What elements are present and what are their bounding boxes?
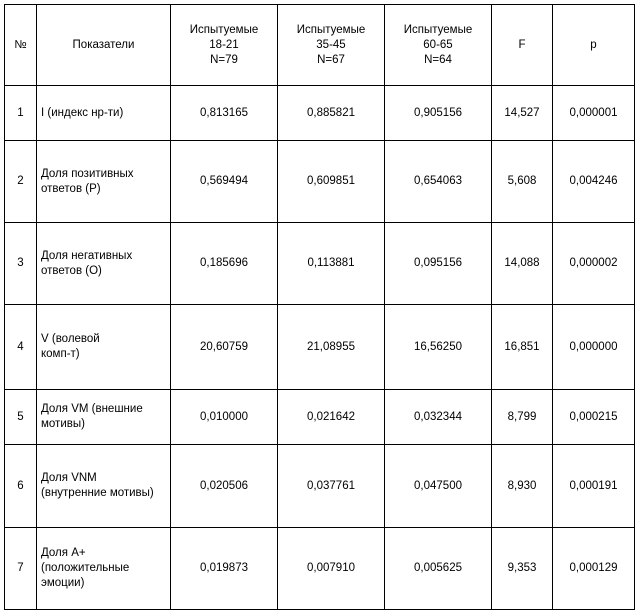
cell-p: 0,004246 [553, 141, 635, 223]
row-indicator: Доля позитивных ответов (Р) [37, 141, 171, 223]
cell-g1: 20,60759 [171, 305, 278, 390]
header-row [5, 5, 635, 86]
cell-g1: 0,569494 [171, 141, 278, 223]
table-row [5, 445, 635, 528]
row-indicator: Доля негативных ответов (О) [37, 223, 171, 305]
row-num: 1 [5, 86, 37, 141]
table-row [5, 305, 635, 390]
header-num: № [5, 5, 37, 86]
header-group-60-65: Испытуемые 60-65 N=64 [385, 5, 492, 86]
row-num: 7 [5, 528, 37, 610]
cell-g2: 0,021642 [278, 390, 385, 445]
cell-p: 0,000215 [553, 390, 635, 445]
cell-g1: 0,010000 [171, 390, 278, 445]
row-num: 6 [5, 445, 37, 528]
cell-p: 0,000001 [553, 86, 635, 141]
cell-g3: 0,654063 [385, 141, 492, 223]
row-indicator: Доля А+ (положительные эмоции) [37, 528, 171, 610]
header-group-35-45: Испытуемые 35-45 N=67 [278, 5, 385, 86]
cell-g1: 0,185696 [171, 223, 278, 305]
header-f: F [492, 5, 553, 86]
row-indicator: I (индекс нр-ти) [37, 86, 171, 141]
cell-f: 16,851 [492, 305, 553, 390]
row-num: 4 [5, 305, 37, 390]
header-indicator: Показатели [37, 5, 171, 86]
row-indicator: Доля VM (внешние мотивы) [37, 390, 171, 445]
cell-g1: 0,019873 [171, 528, 278, 610]
cell-f: 5,608 [492, 141, 553, 223]
cell-f: 14,527 [492, 86, 553, 141]
header-p: p [553, 5, 635, 86]
table-row [5, 141, 635, 223]
cell-g1: 0,020506 [171, 445, 278, 528]
cell-g1: 0,813165 [171, 86, 278, 141]
cell-g2: 0,113881 [278, 223, 385, 305]
results-table [4, 4, 635, 610]
cell-p: 0,000129 [553, 528, 635, 610]
table-row [5, 390, 635, 445]
cell-g2: 0,885821 [278, 86, 385, 141]
cell-g2: 0,037761 [278, 445, 385, 528]
cell-p: 0,000191 [553, 445, 635, 528]
cell-g2: 0,609851 [278, 141, 385, 223]
row-num: 3 [5, 223, 37, 305]
cell-g3: 0,905156 [385, 86, 492, 141]
cell-f: 8,930 [492, 445, 553, 528]
cell-g2: 21,08955 [278, 305, 385, 390]
cell-g3: 0,005625 [385, 528, 492, 610]
cell-p: 0,000000 [553, 305, 635, 390]
row-indicator: V (волевой комп-т) [37, 305, 171, 390]
cell-f: 9,353 [492, 528, 553, 610]
table-row [5, 223, 635, 305]
cell-p: 0,000002 [553, 223, 635, 305]
cell-g2: 0,007910 [278, 528, 385, 610]
cell-g3: 0,095156 [385, 223, 492, 305]
row-num: 5 [5, 390, 37, 445]
table-row [5, 86, 635, 141]
header-group-18-21: Испытуемые 18-21 N=79 [171, 5, 278, 86]
table-row [5, 528, 635, 610]
cell-g3: 0,032344 [385, 390, 492, 445]
cell-f: 8,799 [492, 390, 553, 445]
cell-f: 14,088 [492, 223, 553, 305]
row-indicator: Доля VNM (внутренние мотивы) [37, 445, 171, 528]
row-num: 2 [5, 141, 37, 223]
cell-g3: 0,047500 [385, 445, 492, 528]
cell-g3: 16,56250 [385, 305, 492, 390]
